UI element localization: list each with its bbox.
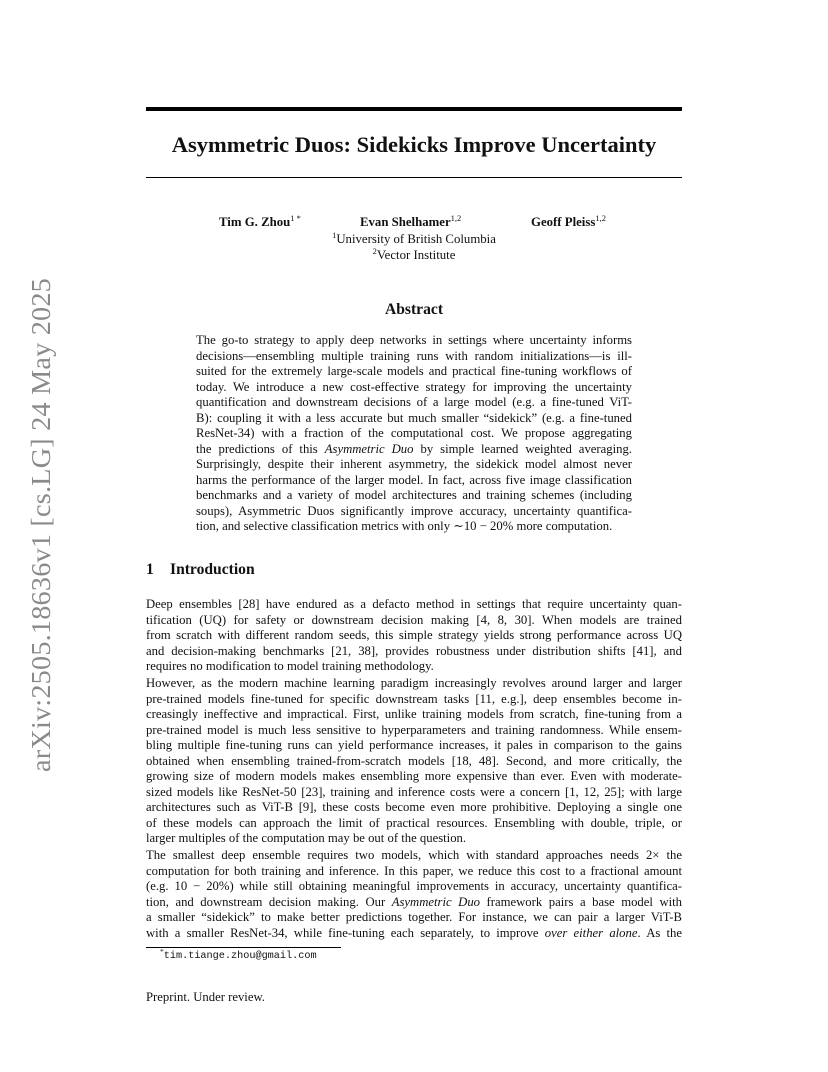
title-bottom-rule (146, 177, 682, 178)
arxiv-stamp-svg (12, 275, 62, 775)
paragraph-emphasis: over either alone (544, 925, 638, 940)
section-title: Introduction (170, 561, 255, 578)
abstract-body (196, 333, 632, 535)
footnote-mark: * (160, 947, 164, 956)
abstract-text: by simple learned weighted averaging. (413, 441, 632, 456)
paragraph-line: of these models can approach the limit of practical resources. Ensembling with double, triple, or (146, 815, 682, 830)
author-pleiss (531, 214, 606, 230)
paragraph-emphasis: Asymmetric Duo (391, 894, 481, 909)
paragraph-line: larger multiples of the computation may be out of the question. (146, 831, 467, 845)
paragraph-line: pre-trained model is much less sensitive to hyperparameters and training randomness. While ensem- (146, 722, 682, 737)
paragraph-line: computation for both training and inference. In this paper, we reduce this cost to a fractional amount (146, 863, 682, 878)
paragraph-text: framework pairs a base model with (480, 894, 682, 909)
title-top-rule (146, 107, 682, 111)
author-zhou (219, 214, 301, 230)
abstract-heading: Abstract (384, 301, 444, 318)
affiliation-vector (146, 247, 682, 263)
paragraph-line: (e.g. 10 − 20%) while still obtaining meaningful improvements in accuracy, uncertainty quantifica- (146, 879, 682, 893)
footnote-email (160, 947, 317, 964)
paragraph-line: tification (UQ) for safety or downstream decision making [4, 8, 30]. When models are trained (146, 612, 682, 627)
section-number: 1 (146, 561, 154, 578)
abstract-line: The go-to strategy to apply deep networks in settings where uncertainty informs (196, 333, 632, 347)
abstract-line: harms the performance of the larger model. In fact, across five image classification (196, 472, 632, 487)
affiliation-mark: 1 (332, 230, 337, 240)
author-marks: 1 * (290, 213, 301, 223)
section-heading (146, 560, 255, 580)
arxiv-stamp-text: arXiv:2505.18636v1 [cs.LG] 24 May 2025 (26, 299, 56, 772)
paragraph-line: pre-trained models fine-tuned for specific downstream tasks [11, e.g.], deep ensembles become in- (146, 691, 682, 706)
intro-paragraph-2 (146, 676, 682, 847)
author-marks: 1,2 (595, 213, 606, 223)
abstract-line: tion, and selective classification metrics with only ∼10 − 20% more computation. (196, 519, 613, 533)
paper-title: Asymmetric Duos: Sidekicks Improve Uncertainty (171, 132, 657, 157)
affiliation-text: University of British Columbia (336, 232, 496, 246)
paragraph-line: The smallest deep ensemble requires two models, which with standard approaches needs 2× the (146, 848, 682, 862)
paragraph-line: requires no modification to model training methodology. (146, 659, 434, 673)
abstract-line: decisions—ensembling multiple training runs with random initializations—is ill- (196, 348, 632, 363)
preprint-notice: Preprint. Under review. (146, 990, 265, 1004)
paragraph-line: Deep ensembles [28] have endured as a defacto method in settings that require uncertainty quan- (146, 597, 682, 611)
abstract-line: soups), Asymmetric Duos significantly improve accuracy, uncertainty quantifica- (196, 503, 632, 518)
affiliation-mark: 2 (372, 246, 377, 256)
paragraph-text: . As the (637, 925, 682, 940)
arxiv-side-stamp (12, 275, 62, 775)
footnote-rule (146, 947, 341, 948)
author-name: Geoff Pleiss (531, 215, 596, 229)
paragraph-line: a smaller “sidekick” to make better predictions together. For instance, we can pair a larger ViT-B (146, 910, 682, 924)
footnote-text: tim.tiange.zhou@gmail.com (163, 951, 317, 962)
affiliation-ubc (146, 231, 682, 247)
author-marks: 1,2 (450, 213, 462, 223)
abstract-line: benchmarks and a variety of model architectures and training schemes (including (196, 488, 632, 502)
paragraph-line: obtained when ensembling trained-from-scratch models [18, 48]. Second, and more critically, the (146, 753, 682, 768)
abstract-line: B): coupling it with a less accurate but much smaller “sidekick” (e.g. a fine-tuned (196, 410, 632, 425)
paragraph-text: with a smaller ResNet-34, while fine-tuning each separately, to improve (146, 925, 545, 940)
abstract-line: Surprisingly, despite their inherent asymmetry, the sidekick model almost never (196, 457, 632, 471)
abstract-line: ResNet-34) with a fraction of the computational cost. We propose aggregating (196, 426, 632, 440)
abstract-emphasis: Asymmetric Duo (324, 441, 414, 456)
paragraph-line: architectures such as ViT-B [9], these costs become even more prohibitive. Deploying a single one (146, 800, 682, 814)
paragraph-line: However, as the modern machine learning paradigm increasingly revolves around larger and larger (146, 676, 682, 690)
author-name: Evan Shelhamer (360, 215, 451, 229)
paragraph-line: and decision-making benchmarks [21, 38], provides robustness under distribution shifts [41], and (146, 643, 682, 658)
paragraph-line-mixed (146, 895, 682, 911)
abstract-line: today. We introduce a new cost-effective strategy for improving the uncertainty (196, 379, 632, 394)
abstract-line-mixed (196, 442, 632, 458)
paragraph-text: tion, and downstream decision making. Our (146, 894, 392, 909)
paragraph-line: bling multiple fine-tuning runs can yield performance increases, it pales in comparison to the gains (146, 738, 682, 752)
abstract-line: quantification and downstream decisions of a large model (e.g. a fine-tuned ViT- (196, 395, 632, 409)
abstract-text: the predictions of this (196, 441, 325, 456)
abstract-line: suited for the extremely large-scale models and practical fine-tuning workflows of (196, 364, 632, 378)
affiliation-text: Vector Institute (376, 248, 456, 262)
paragraph-line: creasingly ineffective and impractical. First, unlike training models from scratch, fine-tuning from a (146, 707, 682, 721)
author-shelhamer (360, 214, 461, 230)
author-name: Tim G. Zhou (219, 215, 291, 229)
paragraph-line: growing size of modern models makes ensembling more expensive than ever. Even with moderate- (146, 769, 682, 783)
paragraph-line-mixed (146, 926, 682, 942)
paragraph-line: sized models like ResNet-50 [23], training and inference costs were a concern [1, 12, 25]; with large (146, 784, 682, 799)
paragraph-line: from scratch with different random seeds, this simple strategy yields strong performance across UQ (146, 628, 682, 642)
intro-paragraph-1 (146, 597, 682, 675)
intro-paragraph-3 (146, 848, 682, 941)
